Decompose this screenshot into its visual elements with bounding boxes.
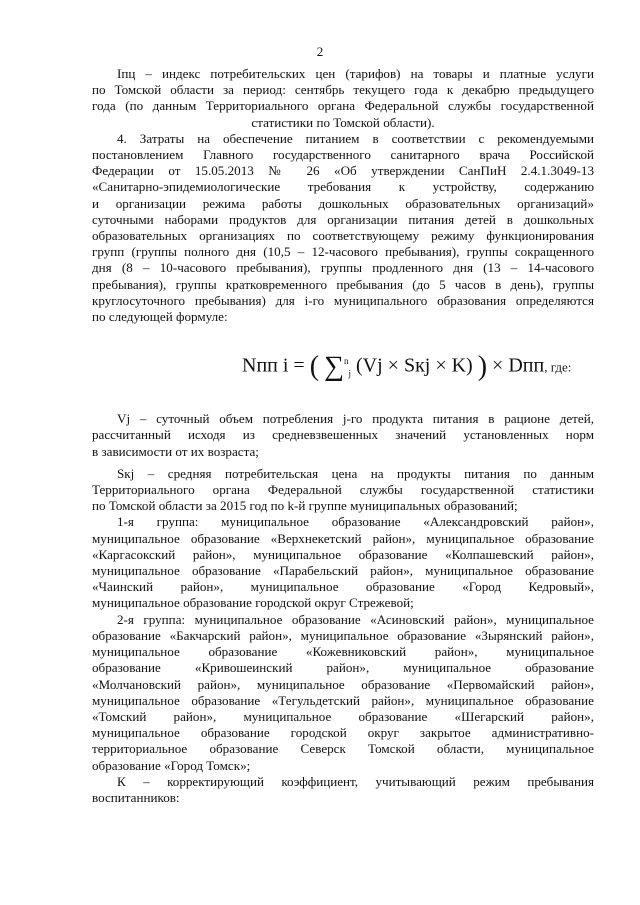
- item4-line-1: 4. Затраты на обеспечение питанием в соответствии с рекомендуемыми: [117, 130, 594, 146]
- item4-line-3: Федерации от 15.05.2013 № 26 «Об утверждении СанПиН 2.4.1.3049-13: [92, 163, 594, 179]
- group1-line-3: «Каргасокский район», муниципальное образование «Колпашевский район»,: [92, 546, 594, 562]
- group2-line-4: образование «Кривошеинский район», муниципальное образование: [92, 660, 594, 676]
- group2-line-1: 2-я группа: муниципальное образование «Асиновский район», муниципальное: [117, 611, 594, 627]
- item-4-paragraph: [92, 131, 594, 325]
- formula-rhs: × Dпп: [492, 354, 545, 377]
- group1-line-6: муниципальное образование городской округ Стрежевой;: [92, 595, 414, 611]
- sum-sign: ∑: [324, 351, 344, 383]
- page-number: 2: [316, 44, 324, 59]
- ipc-line-3: года (по данным Территориального органа Федеральной службы государственной: [92, 98, 594, 114]
- formula-block: [92, 345, 594, 389]
- sum-upper: n: [343, 356, 349, 367]
- item4-line-5: и организации режима работы дошкольных образовательных организаций»: [92, 195, 594, 211]
- formula-suffix: , где:: [544, 359, 572, 375]
- item4-line-7: образовательных организациях по соответствующему режиму функционирования: [92, 228, 594, 244]
- skj-definition: [92, 466, 594, 515]
- k-line-1: К – корректирующий коэффициент, учитывающий режим пребывания: [117, 773, 594, 789]
- vj-line-2: рассчитанный исходя из средневзвешенных значений установленных норм: [92, 427, 594, 443]
- ipc-definition: [92, 66, 594, 131]
- item4-line-8: групп (группы полного дня (10,5 – 12-часового пребывания), группы сокращенного: [92, 244, 594, 260]
- ipc-line-4: статистики по Томской области).: [251, 114, 435, 130]
- ipc-line-1: Iпц – индекс потребительских цен (тарифов) на товары и платные услуги: [117, 66, 594, 81]
- group2-line-3: муниципальное образование «Кожевниковский район», муниципальное: [92, 644, 594, 660]
- vj-line-1: Vj – суточный объем потребления j-го продукта питания в рационе детей,: [117, 411, 594, 427]
- sum-lower: j: [348, 368, 351, 379]
- item4-line-9: дня (8 – 10-часового пребывания), группы продленного дня (13 – 14-часового: [92, 260, 594, 276]
- group2-line-7: «Томский район», муниципальное образование «Шегарский район»,: [92, 708, 594, 724]
- formula-paren-right: ): [477, 351, 488, 383]
- group2-line-5: «Молчановский район», муниципальное образование «Первомайский район»,: [92, 676, 594, 692]
- group1-line-1: 1-я группа: муниципальное образование «Александровский район»,: [117, 514, 594, 530]
- item4-line-6: суточными наборами продуктов для организации питания детей в дошкольных: [92, 211, 594, 227]
- vj-line-3: в зависимости от их возраста;: [92, 443, 259, 459]
- vj-definition: [92, 411, 594, 460]
- formula-body: (Vj × Sкj × K): [356, 354, 473, 377]
- item4-line-10: пребывания), группы кратковременного пребывания (до 5 часов в день), группы: [92, 276, 594, 292]
- group1-line-4: муниципальное образование «Парабельский район», муниципальное образование: [92, 563, 594, 579]
- skj-line-1: Sкj – средняя потребительская цена на продукты питания по данным: [117, 465, 594, 481]
- item4-line-12: по следующей формуле:: [92, 309, 228, 325]
- formula: Nпп i = ( ∑$^n_j$ (Vj × Sкj × K) ) × Dпп, где:: [242, 351, 572, 383]
- skj-line-3: по Томской области за 2015 год по k-й группе муниципальных образований;: [92, 498, 518, 514]
- k-definition: [92, 774, 594, 806]
- group-2-paragraph: [92, 612, 594, 774]
- group2-line-10: образование «Город Томск»;: [92, 757, 251, 773]
- group1-line-2: муниципальное образование «Верхнекетский район», муниципальное образование: [92, 530, 594, 546]
- item4-line-11: круглосуточного пребывания) для i-го муниципального образования определяются: [92, 292, 594, 308]
- group2-line-6: муниципальное образование «Тегульдетский район», муниципальное образование: [92, 692, 594, 708]
- formula-paren-left: (: [309, 351, 320, 383]
- group2-line-8: муниципальное образование городской округ закрытое административно-: [92, 725, 594, 741]
- group-1-paragraph: [92, 514, 594, 611]
- item4-line-4: «Санитарно-эпидемиологические требования к устройству, содержанию: [92, 179, 594, 195]
- group1-line-5: «Чаинский район», муниципальное образование «Город Кедровый»,: [92, 579, 594, 595]
- ipc-line-2: по Томской области за период: сентябрь текущего года к декабрю предыдущего: [92, 82, 594, 98]
- document-body: [92, 66, 594, 806]
- item4-line-2: постановлением Главного государственного санитарного врача Российской: [92, 147, 594, 163]
- formula-lhs: Nпп i: [242, 354, 289, 377]
- k-line-2: воспитанников:: [92, 789, 180, 805]
- group2-line-2: образование «Бакчарский район», муниципальное образование «Зырянский район»,: [92, 627, 594, 643]
- group2-line-9: территориальное образование Северск Томской области, муниципальное: [92, 741, 594, 757]
- skj-line-2: Территориального органа Федеральной службы государственной статистики: [92, 482, 594, 498]
